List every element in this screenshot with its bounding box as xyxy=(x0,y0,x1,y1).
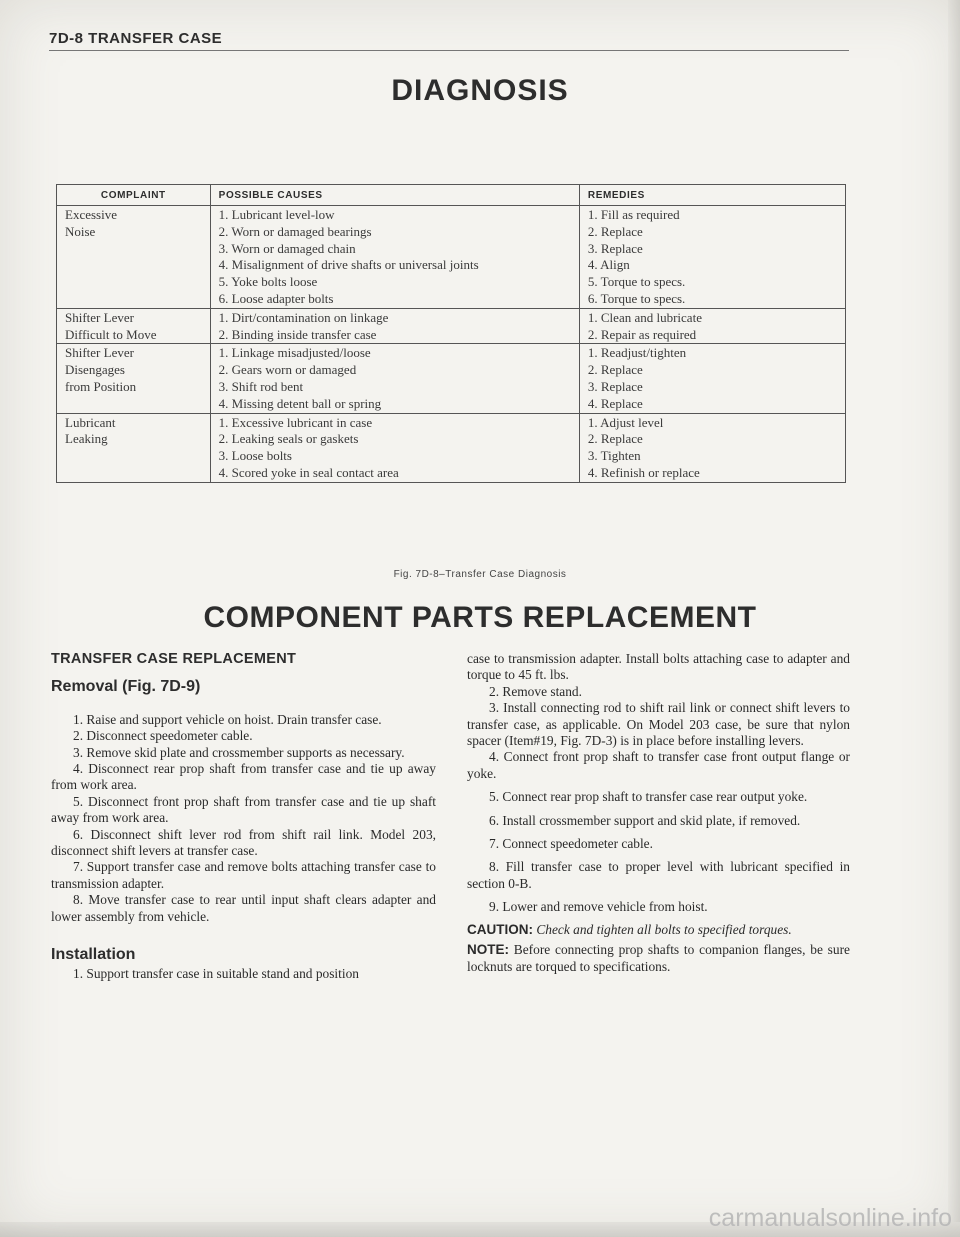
remedies-line: 4. Align xyxy=(587,257,630,273)
complaint-line: Noise xyxy=(65,223,96,239)
installation-step-1: 1. Support transfer case in suitable stand and position xyxy=(73,965,359,981)
complaint-cell xyxy=(57,413,211,482)
remedies-line: 3. Replace xyxy=(587,378,643,394)
complaint-line: Disengages xyxy=(65,362,125,378)
causes-cell xyxy=(210,308,579,344)
causes-line: 3. Shift rod bent xyxy=(218,378,304,394)
installation-step: 9. Lower and remove vehicle from hoist. xyxy=(489,899,708,915)
diagnosis-table xyxy=(56,184,846,483)
removal-steps xyxy=(51,712,436,925)
complaint-cell xyxy=(57,206,211,309)
remedies-line: 2. Replace xyxy=(587,431,643,447)
page-edge-shadow xyxy=(948,0,960,1237)
remedies-cell xyxy=(579,344,845,413)
table-row xyxy=(57,206,846,309)
complaint-line: from Position xyxy=(65,378,137,394)
remedies-line: 2. Replace xyxy=(587,223,643,239)
right-column xyxy=(467,651,850,975)
note-paragraph xyxy=(467,942,850,975)
causes-line: 1. Dirt/contamination on linkage xyxy=(218,309,389,325)
remedies-line: 3. Replace xyxy=(587,240,643,256)
removal-step: 5. Disconnect front prop shaft from transfer case and tie up shaft away from work area. xyxy=(51,793,436,826)
complaint-line: Leaking xyxy=(65,431,108,447)
causes-cell xyxy=(210,344,579,413)
note-text: Before connecting prop shafts to companion flanges, be sure locknuts are torqued to specifications. xyxy=(467,942,850,974)
diagnosis-table-body xyxy=(57,206,846,483)
figure-caption: Fig. 7D-8–Transfer Case Diagnosis xyxy=(393,569,567,580)
caution-label: CAUTION: xyxy=(467,921,533,937)
removal-step: 6. Disconnect shift lever rod from shift rail link. Model 203, disconnect shift levers at transfer case. xyxy=(51,826,436,859)
causes-line: 1. Linkage misadjusted/loose xyxy=(218,345,371,361)
complaint-line: Shifter Lever xyxy=(65,345,134,361)
left-column xyxy=(51,651,436,982)
remedies-line: 1. Clean and lubricate xyxy=(587,309,702,325)
remedies-line: 1. Adjust level xyxy=(587,414,664,430)
complaint-cell xyxy=(57,344,211,413)
section-heading: TRANSFER CASE REPLACEMENT xyxy=(51,651,297,667)
installation-step: 3. Install connecting rod to shift rail link or connect shift levers to transfer case, as applicable. On Model 203 case, be sure that nylon spacer (Item#19, Fig. 7D-3) is in place before installing levers. xyxy=(467,700,850,749)
removal-step: 1. Raise and support vehicle on hoist. Drain transfer case. xyxy=(73,711,382,727)
causes-line: 2. Worn or damaged bearings xyxy=(218,223,372,239)
caution-paragraph xyxy=(467,922,850,938)
table-row xyxy=(57,413,846,482)
remedies-line: 4. Replace xyxy=(587,395,643,411)
removal-heading: Removal (Fig. 7D-9) xyxy=(51,678,201,696)
remedies-line: 2. Repair as required xyxy=(587,326,697,342)
header-complaint: COMPLAINT xyxy=(57,185,211,206)
installation-step: 5. Connect rear prop shaft to transfer case rear output yoke. xyxy=(489,789,808,805)
remedies-line: 4. Refinish or replace xyxy=(587,464,700,480)
installation-step-1-continued: case to transmission adapter. Install bolts attaching case to adapter and torque to 45 ft. lbs. xyxy=(467,651,850,683)
causes-line: 4. Missing detent ball or spring xyxy=(218,395,382,411)
remedies-cell xyxy=(579,308,845,344)
running-header: 7D-8 TRANSFER CASE xyxy=(49,30,223,47)
remedies-cell xyxy=(579,206,845,309)
complaint-line: Lubricant xyxy=(65,414,116,430)
complaint-line: Shifter Lever xyxy=(65,309,134,325)
causes-line: 4. Scored yoke in seal contact area xyxy=(218,464,399,480)
causes-line: 3. Worn or damaged chain xyxy=(218,240,356,256)
installation-step: 4. Connect front prop shaft to transfer case front output flange or yoke. xyxy=(467,749,850,781)
installation-heading: Installation xyxy=(51,946,136,964)
complaint-line: Difficult to Move xyxy=(65,326,157,342)
causes-line: 2. Binding inside transfer case xyxy=(218,326,377,342)
installation-steps xyxy=(467,684,850,916)
remedies-line: 5. Torque to specs. xyxy=(587,274,686,290)
installation-step: 2. Remove stand. xyxy=(489,683,582,699)
causes-line: 4. Misalignment of drive shafts or universal joints xyxy=(218,257,479,273)
complaint-cell xyxy=(57,308,211,344)
remedies-line: 2. Replace xyxy=(587,362,643,378)
causes-line: 5. Yoke bolts loose xyxy=(218,274,318,290)
table-row xyxy=(57,308,846,344)
header-remedies: REMEDIES xyxy=(579,185,845,206)
causes-line: 1. Excessive lubricant in case xyxy=(218,414,373,430)
removal-step: 3. Remove skid plate and crossmember supports as necessary. xyxy=(73,744,405,760)
note-label: NOTE: xyxy=(467,942,509,958)
causes-line: 2. Gears worn or damaged xyxy=(218,362,357,378)
remedies-line: 3. Tighten xyxy=(587,448,641,464)
causes-cell xyxy=(210,206,579,309)
remedies-line: 6. Torque to specs. xyxy=(587,290,686,306)
component-title: COMPONENT PARTS REPLACEMENT xyxy=(203,601,757,634)
removal-step: 8. Move transfer case to rear until input shaft clears adapter and lower assembly from vehicle. xyxy=(51,892,436,924)
watermark-text: carmanualsonline.info xyxy=(708,1204,952,1232)
removal-step: 7. Support transfer case and remove bolts attaching transfer case to transmission adapter. xyxy=(51,859,436,891)
installation-step: 8. Fill transfer case to proper level with lubricant specified in section 0-B. xyxy=(467,859,850,891)
installation-step: 7. Connect speedometer cable. xyxy=(489,836,653,852)
header-rule xyxy=(49,50,849,51)
caution-text: Check and tighten all bolts to specified torques. xyxy=(536,921,792,937)
removal-step: 2. Disconnect speedometer cable. xyxy=(73,728,253,744)
causes-line: 1. Lubricant level-low xyxy=(218,207,335,222)
diagnosis-title: DIAGNOSIS xyxy=(391,74,569,107)
table-header-row xyxy=(57,185,846,206)
remedies-line: 1. Fill as required xyxy=(587,207,680,222)
complaint-line: Excessive xyxy=(65,207,117,222)
causes-line: 3. Loose bolts xyxy=(218,448,292,464)
table-row xyxy=(57,344,846,413)
header-causes: POSSIBLE CAUSES xyxy=(210,185,579,206)
remedies-line: 1. Readjust/tighten xyxy=(587,345,687,361)
installation-step: 6. Install crossmember support and skid plate, if removed. xyxy=(489,812,801,828)
causes-line: 2. Leaking seals or gaskets xyxy=(218,431,359,447)
causes-cell xyxy=(210,413,579,482)
remedies-cell xyxy=(579,413,845,482)
causes-line: 6. Loose adapter bolts xyxy=(218,290,334,306)
removal-step: 4. Disconnect rear prop shaft from transfer case and tie up away from work area. xyxy=(51,761,436,793)
